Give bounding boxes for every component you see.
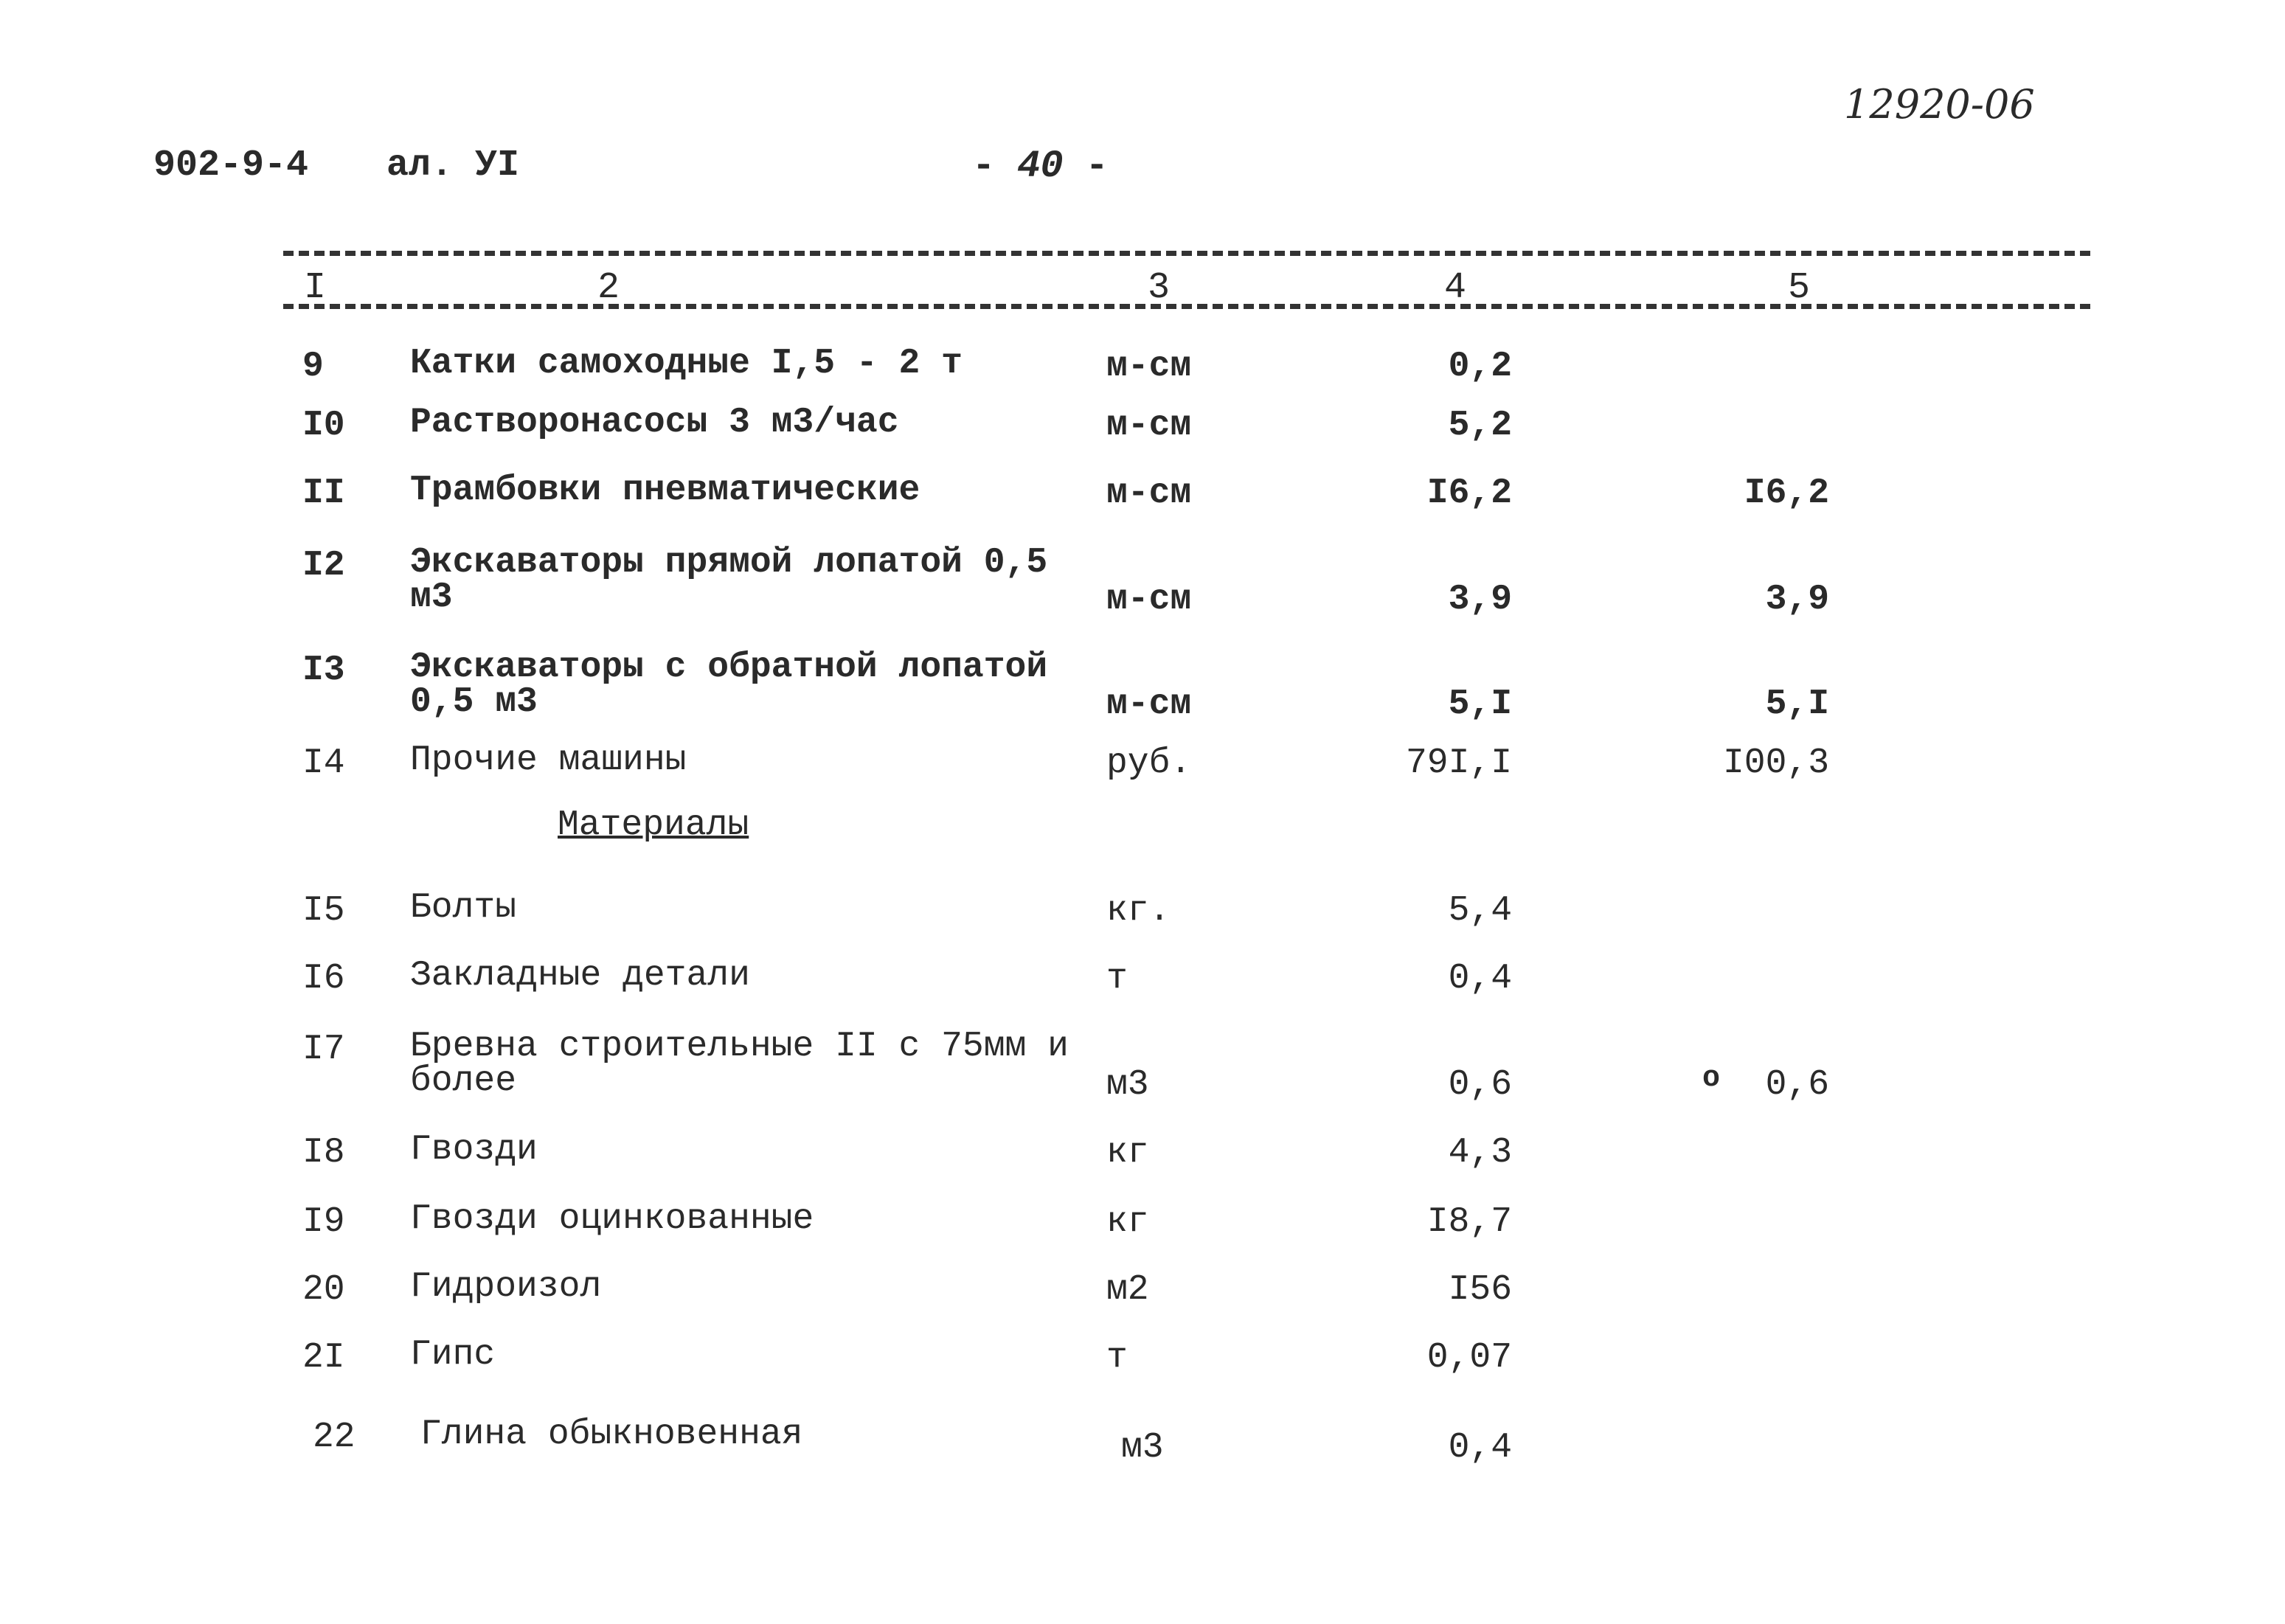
row-number: I9 <box>302 1202 345 1242</box>
row-quantity: 5,2 <box>1448 406 1512 445</box>
row-unit: т <box>1106 1338 1128 1378</box>
row-quantity: 3,9 <box>1448 580 1512 620</box>
row-number: I7 <box>302 1030 345 1069</box>
row-extra: 0,6 <box>1765 1065 1829 1105</box>
row-quantity: 0,2 <box>1448 347 1512 386</box>
column-header-2: 2 <box>597 267 620 309</box>
row-quantity: I8,7 <box>1426 1202 1512 1242</box>
row-unit: т <box>1106 959 1128 999</box>
row-unit: руб. <box>1106 743 1192 783</box>
row-unit: м-см <box>1106 347 1192 386</box>
column-header-1: I <box>304 267 327 309</box>
row-unit: м-см <box>1106 473 1192 513</box>
row-name: Болты <box>410 888 517 928</box>
row-unit: кг. <box>1106 891 1171 931</box>
row-quantity: 5,I <box>1448 684 1512 724</box>
row-quantity: 0,6 <box>1448 1065 1512 1105</box>
row-quantity: 0,4 <box>1448 959 1512 999</box>
document-code: 902-9-4 <box>153 145 309 187</box>
row-name: Прочие машины <box>410 740 687 780</box>
page-number: - 40 - <box>972 145 1109 188</box>
row-number: 22 <box>313 1417 356 1457</box>
row-name: Гидроизол <box>410 1267 602 1307</box>
row-quantity: I6,2 <box>1426 473 1512 513</box>
row-extra: 5,I <box>1765 684 1829 724</box>
row-quantity: I56 <box>1448 1270 1512 1310</box>
row-number: I0 <box>302 406 345 445</box>
margin-mark: o <box>1702 1062 1721 1095</box>
row-extra: I6,2 <box>1744 473 1829 513</box>
row-name: Гвозди оцинкованные <box>410 1199 814 1239</box>
row-unit: м-см <box>1106 684 1192 724</box>
table-rule-top <box>283 251 2090 256</box>
row-quantity: 5,4 <box>1448 891 1512 931</box>
row-unit: м2 <box>1106 1270 1149 1310</box>
row-unit: кг <box>1106 1133 1149 1173</box>
row-quantity: 0,07 <box>1426 1338 1512 1378</box>
row-unit: м-см <box>1106 580 1192 620</box>
row-number: I4 <box>302 743 345 783</box>
column-header-5: 5 <box>1788 267 1811 309</box>
column-header-4: 4 <box>1444 267 1467 309</box>
row-name: Экскаваторы с обратной лопатой 0,5 м3 <box>410 648 1048 723</box>
section-title: Материалы <box>558 805 749 845</box>
row-unit: м-см <box>1106 406 1192 445</box>
row-number: I6 <box>302 959 345 999</box>
row-name: Экскаваторы прямой лопатой 0,5 м3 <box>410 543 1048 618</box>
row-unit: кг <box>1106 1202 1149 1242</box>
row-name: Растворонасосы 3 м3/час <box>410 403 899 443</box>
row-number: 2I <box>302 1338 345 1378</box>
sheet-label: ал. УI <box>386 145 520 187</box>
row-unit: м3 <box>1106 1065 1149 1105</box>
row-number: I3 <box>302 650 345 690</box>
table-rule-header <box>283 304 2090 309</box>
row-name: Трамбовки пневматические <box>410 471 920 510</box>
row-name: Гвозди <box>410 1130 538 1170</box>
row-name: Глина обыкновенная <box>420 1415 803 1454</box>
row-quantity: 79I,I <box>1405 743 1512 783</box>
row-quantity: 4,3 <box>1448 1133 1512 1173</box>
row-extra: I00,3 <box>1722 743 1829 783</box>
row-name: Бревна строительные II с 75мм и более <box>410 1027 1069 1102</box>
handwritten-stamp: 12920-06 <box>1844 81 2035 128</box>
row-name: Гипс <box>410 1335 496 1375</box>
row-number: I5 <box>302 891 345 931</box>
row-number: I8 <box>302 1133 345 1173</box>
row-number: 9 <box>302 347 324 386</box>
row-name: Закладные детали <box>410 956 750 996</box>
column-header-3: 3 <box>1148 267 1171 309</box>
page-number-value: 40 <box>1017 145 1064 188</box>
row-number: 20 <box>302 1270 345 1310</box>
row-number: I2 <box>302 546 345 586</box>
row-unit: м3 <box>1121 1428 1164 1468</box>
row-name: Катки самоходные I,5 - 2 т <box>410 344 963 384</box>
row-quantity: 0,4 <box>1448 1428 1512 1468</box>
row-extra: 3,9 <box>1765 580 1829 620</box>
row-number: II <box>302 473 345 513</box>
